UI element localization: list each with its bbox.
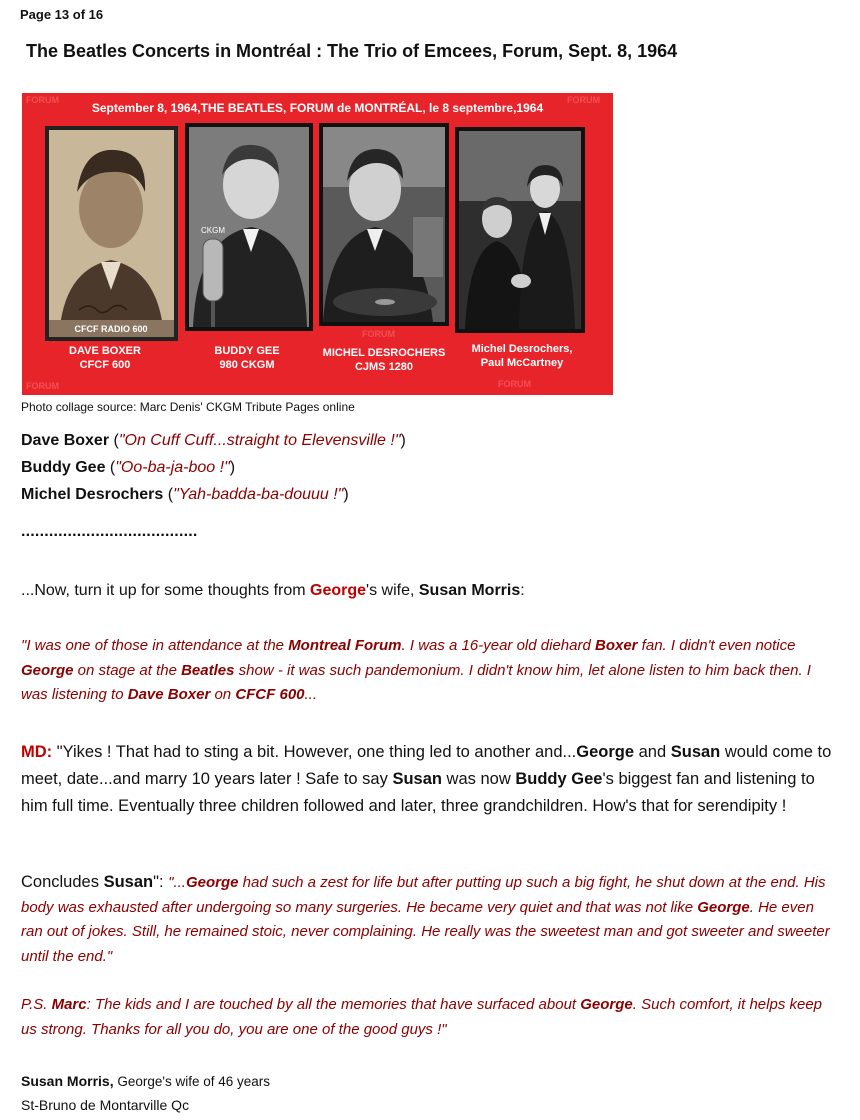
emcee-line: Michel Desrochers ("Yah-badda-ba-douuu !") xyxy=(21,486,349,503)
quote-paragraph: "I was one of those in attendance at the Montreal Forum. I was a 16-year old diehard Boxer fan. I didn't even notice George on stage at the Beatles show - it was such pandemonium. I didn't know him, let alone listen to him back then. I was listening to Dave Boxer on CFCF 600... xyxy=(21,637,811,703)
page-number: Page 13 of 16 xyxy=(20,7,104,22)
intro-paragraph: ...Now, turn it up for some thoughts from George's wife, Susan Morris: xyxy=(21,582,525,599)
emcee-name: Dave Boxer xyxy=(21,432,110,449)
watermark-text: FORUM xyxy=(26,95,59,105)
caption-desrochers-mccartney: Michel Desrochers, Paul McCartney xyxy=(471,343,573,369)
emcee-line: Dave Boxer ("On Cuff Cuff...straight to Elevensville !") xyxy=(21,432,406,449)
station-sign: CFCF RADIO 600 xyxy=(74,324,148,334)
emcee-catchphrase: "On Cuff Cuff...straight to Elevensville !" xyxy=(118,432,401,449)
photo-buddy-gee xyxy=(185,123,313,331)
conclusion-paragraph: Concludes Susan": "...George had such a zest for life but after putting up such a big fight, he shut down at the end. His body was exhausted after undergoing so many surgeries. He became very quiet and that was not like George. He even ran out of jokes. Still, he remained stoic, never complaining. He really was the sweetest man and got sweeter and sweeter until the end." xyxy=(21,873,830,965)
photo-source-caption: Photo collage source: Marc Denis' CKGM Tribute Pages online xyxy=(21,400,355,414)
page-title: The Beatles Concerts in Montréal : The Trio of Emcees, Forum, Sept. 8, 1964 xyxy=(26,41,678,61)
collage-header: September 8, 1964,THE BEATLES, FORUM de MONTRÉAL, le 8 septembre,1964 xyxy=(91,101,544,115)
md-label: MD: xyxy=(21,743,53,761)
emcee-name: Michel Desrochers xyxy=(21,486,164,503)
photo-desrochers-mccartney xyxy=(455,127,585,333)
mic-label: CKGM xyxy=(201,226,225,235)
signature-name: Susan Morris, xyxy=(21,1073,114,1089)
caption-michel-desrochers: MICHEL DESROCHERS CJMS 1280 xyxy=(322,347,446,373)
signature-place: St-Bruno de Montarville Qc xyxy=(21,1097,190,1113)
signature-description: George's wife of 46 years xyxy=(113,1074,270,1089)
separator: ...................................... xyxy=(21,523,198,540)
photo-michel-desrochers xyxy=(319,123,449,326)
emcee-line: Buddy Gee ("Oo-ba-ja-boo !") xyxy=(21,459,236,476)
emcee-catchphrase: "Yah-badda-ba-douuu !" xyxy=(173,486,344,503)
photo-collage xyxy=(22,93,613,395)
emcee-name: Buddy Gee xyxy=(21,459,106,476)
watermark-text: FORUM xyxy=(26,381,59,391)
md-paragraph: MD: "Yikes ! That had to sting a bit. However, one thing led to another and...George and Susan would come to meet, date...and marry 10 years later ! Safe to say Susan was now Buddy Gee's biggest fan and listening to him full time. Eventually three children followed and later, three grandchildren. How's that for serendipity ! xyxy=(21,743,832,815)
watermark-text: FORUM xyxy=(567,95,600,105)
photo-dave-boxer xyxy=(45,126,178,341)
ps-paragraph: P.S. Marc: The kids and I are touched by all the memories that have surfaced about George. Such comfort, it helps keep us strong. Thanks for all you do, you are one of the good guys !" xyxy=(21,996,823,1038)
caption-buddy-gee: BUDDY GEE 980 CKGM xyxy=(214,345,280,371)
watermark-text: FORUM xyxy=(498,379,531,389)
emcee-catchphrase: "Oo-ba-ja-boo !" xyxy=(115,459,230,476)
signature-line xyxy=(21,1073,270,1089)
watermark-text: FORUM xyxy=(362,329,395,339)
caption-dave-boxer: DAVE BOXER CFCF 600 xyxy=(69,345,141,371)
